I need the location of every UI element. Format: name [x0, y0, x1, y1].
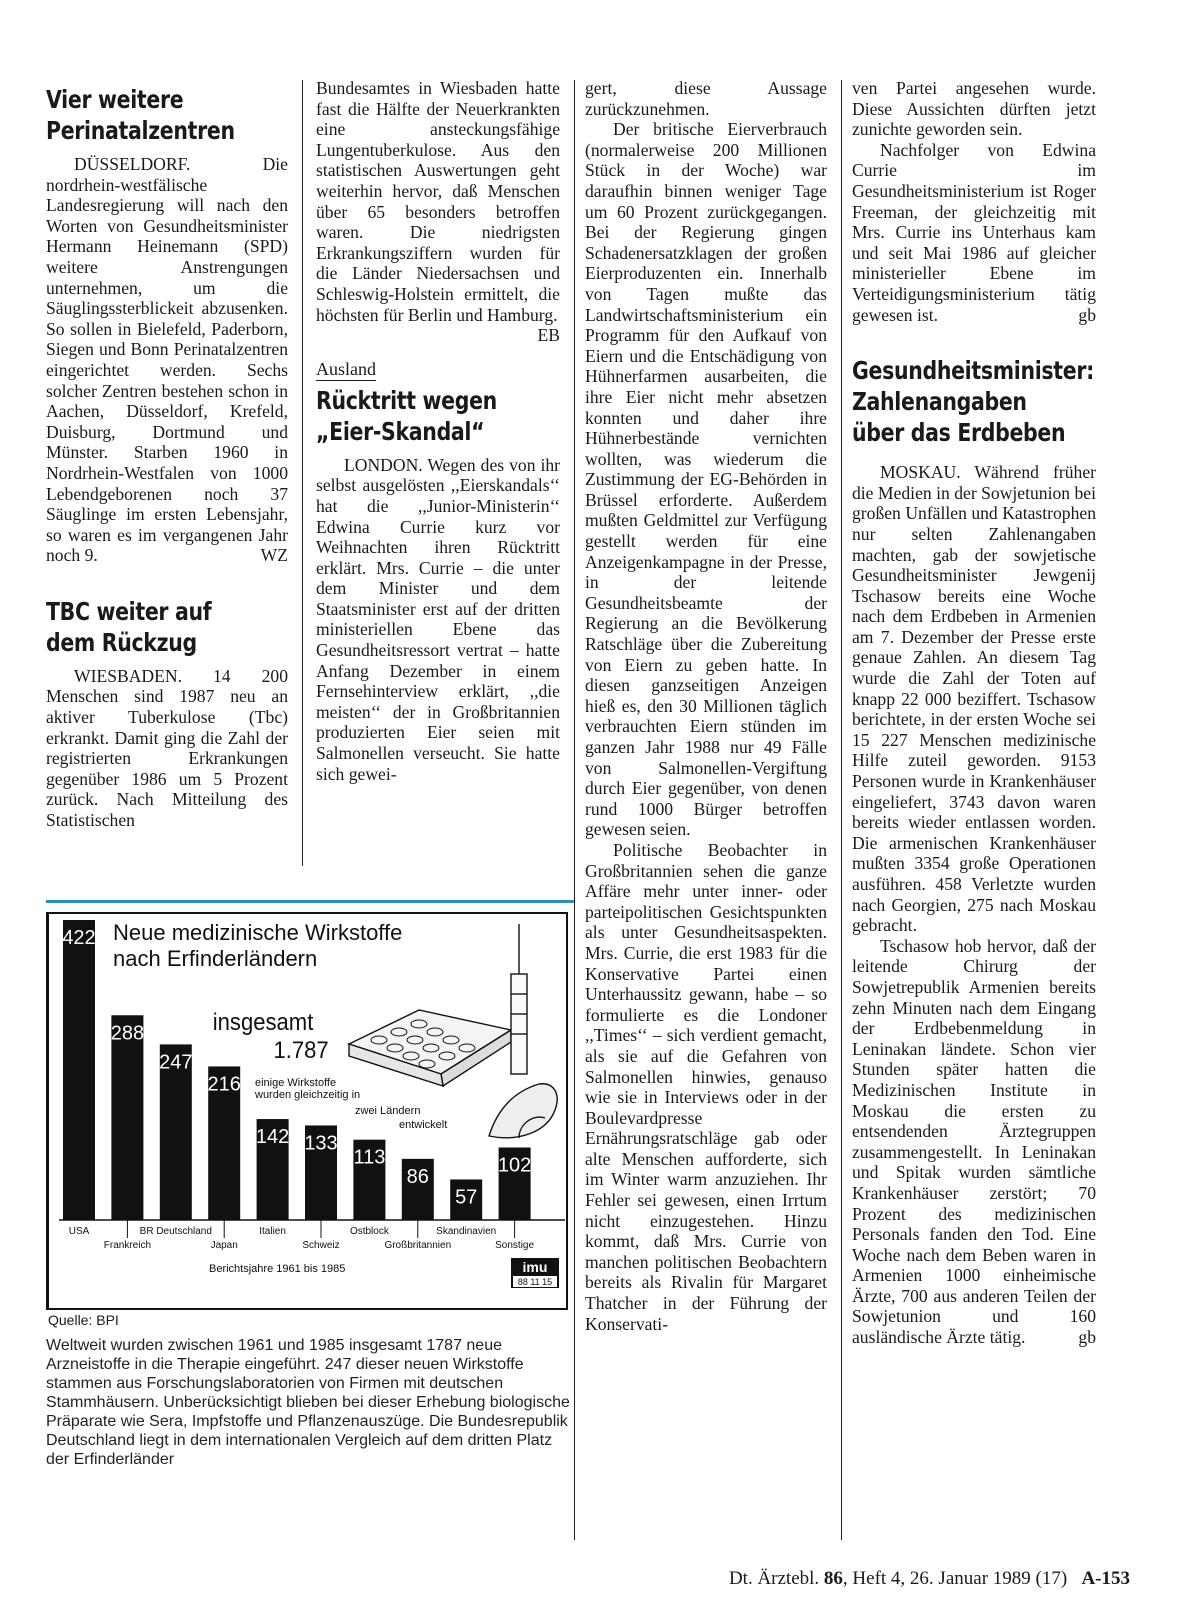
column-rule	[302, 80, 303, 866]
x-tick-label: Skandinavien	[436, 1226, 497, 1237]
chart-top-rule	[46, 900, 574, 903]
chart-note-3: zwei Ländern	[355, 1105, 421, 1117]
bar-value-label: 288	[110, 1022, 145, 1045]
footer-volume: 86	[823, 1568, 843, 1589]
article-text-erdbeben-2: Tschasow hob hervor, daß der leitende Chirurg der Sowjetrepublik Armenien bereits zehn Minuten nach dem Eingang der Erdbebenmeldung in Leninakan ländete. Schon vier Stunden später hatten die Medizinischen Institute in Moskau die ersten zu entsendenden Ärztegruppen zusammengestellt. In Leninakan und Spitak wurden sämtliche Krankenhäuser zerstört; 70 Prozent des medizinischen Personals fanden den Tod. Eine Woche nach dem Beben waren in Armenien 1000 einheimische Ärzte, 700 aus anderen Teilen der Sowjetunion und 160 ausländische Ärzte tätig. gb	[852, 935, 1096, 1348]
bar-value-label: 102	[497, 1154, 532, 1177]
x-tick-label: Sonstige	[495, 1240, 535, 1251]
x-labels-group	[69, 1220, 535, 1251]
x-tick-label: Italien	[259, 1226, 286, 1237]
article-text-eier-cont-5: Nachfolger von Edwina Currie im Gesundheitsministerium ist Roger Freeman, der gleichzeitig mit Mrs. Currie ins Unterhaus kam und seit Mai 1986 auf gleicher ministerieller Ebene im Verteidigungsministerium tätig gewesen ist. gb	[852, 139, 1096, 325]
bar-chart	[49, 914, 566, 1308]
chart-total-value: 1.787	[273, 1036, 329, 1064]
footer-page: A-153	[1081, 1568, 1130, 1589]
bar-usa	[63, 920, 95, 1220]
chart-block	[46, 912, 574, 1469]
column-rule	[574, 80, 575, 1540]
article-text-erdbeben-1: MOSKAU. Während früher die Medien in der Sowjetunion bei großen Unfällen und Katastrophen nur selten Zahlenangaben machten, gab der sowjetische Gesundheitsminister Jewgenij Tschasow bereits eine Woche nach dem Erdbeben in Armenien am 7. Dezember der Presse erste genaue Zahlen. An diesem Tag wurde die Zahl der Toten auf knapp 22 000 beziffert. Tschasow berichtete, in der ersten Woche sei 15 227 Menschen medizinische Hilfe zuteil geworden. 9153 Personen wurde in Krankenhäuser eingeliefert, 3743 davon waren bereits wieder entlassen worden. Die armenischen Krankenhäuser mußten 3354 große Operationen ausführen. 458 Verletzte wurden nach Georgien, 275 nach Moskau gebracht.	[852, 462, 1096, 936]
chart-badge: imu	[522, 1259, 548, 1275]
author-sig: EB	[537, 325, 560, 346]
article-title-perinatalzentren: Vier weitere Perinatalzentren	[46, 85, 235, 145]
chart-source: Quelle: BPI	[48, 1312, 119, 1328]
article-text-eier-cont-3: Politische Beobachter in Großbritannien sehen die ganze Affäre mehr unter inner- oder parteipolitischen Gesichtspunkten als unter Gesundheitsaspekten. Mrs. Currie, die erst 1983 für die Konservative Partei einen Unterhaussitz gewann, habe – so formulierte es die Londoner ,,Times‘‘ – sich verdient gemacht, als sie auf die Gefahren von Salmonellen hinwies, genauso wie sie in Interviews oder in der Boulevardpresse Ernährungsratschläge gab oder alte Menschen aufforderte, sich im Winter warm anzuziehen. Ihr Fehler sei gewesen, einen Irrtum nicht einzugestehen. Hinzu kommt, daß Mrs. Currie von manchen politischen Beobachtern bereits als Rivalin für Margaret Thatcher in der Führung der Konservati-	[585, 839, 827, 1334]
article-text-tbc: WIESBADEN. 14 200 Menschen sind 1987 neu an aktiver Tuberkulose (Tbc) erkrankt. Damit ging die Zahl der registrierten Erkrankungen gegenüber 1986 um 5 Prozent zurück. Nach Mitteilung des Statistischen	[46, 665, 288, 831]
column-4	[852, 78, 1096, 1348]
x-tick-label: USA	[68, 1226, 90, 1237]
bar-value-label: 142	[255, 1126, 290, 1149]
article-text-eier-cont-2: Der britische Eierverbrauch (normalerweise 200 Millionen Stück in der Woche) war daraufhin binnen weniger Tage um 60 Prozent zurückgegangen. Bei der Regierung gingen Schadenersatzklagen der großen Eierproduzenten ein. Innerhalb von Tagen mußte das Landwirtschaftsministerium ein Programm für den Aufkauf von Eiern und die Entschädigung von Hühnerfarmen ausarbeiten, die ihre Eier nicht mehr absetzen konnten und daher ihre Hühnerbestände vernichten wollten, was wiederum die Zustimmung der EG-Behörden in Brüssel erforderte. Außerdem mußten Geldmittel zur Verfügung gestellt werden für eine Anzeigenkampagne in der Presse, in der leitende Gesundheitsbeamte der Regierung an die Bevölkerung Ratschläge über die Zubereitung von Eiern zu geben hatte. In diesen ganzseitigen Anzeigen hieß es, den 30 Millionen täglich verbrauchten Eiern stünden im ganzen Jahr 1988 nur 49 Fälle von Salmonellen-Vergiftung durch Eier gegenüber, von denen rund 1000 Bürger betroffen gewesen seien.	[585, 119, 827, 840]
chart-frame	[46, 912, 568, 1328]
chart-total-label: insgesamt	[212, 1008, 314, 1036]
article-text-perinatalzentren: DÜSSELDORF. Die nordrhein-westfälische Landesregierung will nach den Worten von Gesundheitsminister Hermann Heinemann (SPD) weitere Anstrengungen unternehmen, um die Säuglingssterblickeit abzusenken. So sollen in Bielefeld, Paderborn, Siegen und Bonn Perinatalzentren eingerichtet werden. Sechs solcher Zentren bestehen schon in Aachen, Düsseldorf, Krefeld, Duisburg, Dortmund und Münster. Starben 1960 in Nordrhein-Westfalen von 1000 Lebendgeborenen noch 37 Säuglinge im ersten Lebensjahr, so waren es im vergangenen Jahr noch 9. WZ	[46, 154, 288, 566]
article-text-tbc-cont: Bundesamtes in Wiesbaden hatte fast die Hälfte der Neuerkrankten eine ansteckungsfähige Lungentuberkulose. Aus den statistischen Auswertungen geht weiterhin hervor, daß Menschen über 65 besonders betroffen waren. Die niedrigsten Erkrankungsziffern wurden für die Länder Niedersachsen und Schleswig-Holstein ermittelt, die höchsten für Berlin und Hamburg. EB	[316, 78, 560, 346]
chart-badge-code: 88 11 15	[517, 1277, 553, 1287]
x-tick-label: Schweiz	[302, 1240, 340, 1251]
footer-journal: Dt. Ärztebl.	[728, 1568, 820, 1589]
column-rule	[841, 80, 842, 1540]
bar-value-label: 216	[207, 1073, 241, 1096]
bar-value-label: 247	[159, 1051, 193, 1074]
footer-issue: , Heft 4, 26. Januar 1989 (17)	[842, 1568, 1068, 1589]
author-sig: gb	[1078, 304, 1096, 325]
chart-title: Neue medizinische Wirkstoffe nach Erfinderländern	[113, 920, 403, 971]
bar-value-label: 86	[406, 1165, 429, 1188]
x-tick-label: Ostblock	[349, 1226, 389, 1237]
chart-caption: Weltweit wurden zwischen 1961 und 1985 insgesamt 1787 neue Arzneistoffe in die Therapie eingeführt. 247 dieser neuen Wirkstoffe stammen aus Forschungslaboratorien von Firmen mit deutschen Stammhäusern. Unberücksichtigt blieben bei dieser Erhebung biologische Präparate wie Sera, Impfstoffe und Pflanzenauszüge. Die Bundesrepublik Deutschland liegt in dem internationalen Vergleich auf dem dritten Platz der Erfinderländer	[46, 1337, 570, 1468]
bar-value-label: 57	[455, 1186, 478, 1209]
x-tick-label: Frankreich	[103, 1240, 152, 1251]
article-text-eier-skandal: LONDON. Wegen des von ihr selbst ausgelösten ,,Eierskandals‘‘ hat die ,,Junior-Ministerin‘‘ Edwina Currie kurz vor Weihnachten ihren Rücktritt erklärt. Mrs. Currie – die unter dem Minister und dem Staatsminister erst auf der dritten ministeriellen Ebene das Gesundheitsressort vertrat – hatte Anfang Dezember in einem Fernsehinterview erklärt, ,,die meisten‘‘ der in Großbritannien produzierten Eier seien mit Salmonellen verseucht. Sie hatte sich gewei-	[316, 454, 560, 784]
bar-value-label: 133	[304, 1132, 338, 1155]
page-footer	[729, 1568, 1130, 1590]
chart-note-1: einige Wirkstoffe	[255, 1077, 337, 1089]
author-sig: gb	[1078, 1327, 1096, 1348]
author-sig: WZ	[260, 545, 288, 566]
x-tick-label: Großbritannien	[384, 1240, 452, 1251]
section-rubric: Ausland	[316, 359, 376, 380]
x-tick-label: BR Deutschland	[139, 1226, 212, 1237]
pill-tray-illustration	[349, 1010, 511, 1086]
bar-value-label: 422	[62, 927, 96, 949]
chart-note-4: entwickelt	[399, 1119, 448, 1131]
column-3	[585, 78, 827, 1334]
bar-frankreich	[111, 1015, 143, 1220]
column-1	[46, 84, 288, 831]
article-title-tbc: TBC weiter auf dem Rückzug	[46, 596, 212, 657]
x-tick-label: Japan	[210, 1240, 238, 1251]
article-text-eier-cont-4: ven Partei angesehen wurde. Diese Aussichten dürften jetzt zunichte geworden sein.	[852, 78, 1096, 140]
article-title-erdbeben: Gesundheitsminister: Zahlenangaben über das Erdbeben	[852, 356, 1094, 448]
article-text-eier-cont-1: gert, diese Aussage zurückzunehmen.	[585, 78, 827, 119]
bar-value-label: 113	[353, 1146, 386, 1169]
chart-period: Berichtsjahre 1961 bis 1985	[209, 1263, 346, 1275]
column-2	[316, 78, 560, 784]
article-title-eier-skandal: Rücktritt wegen „Eier-Skandal“	[316, 385, 497, 446]
chart-note-2: wurden gleichzeitig in	[255, 1089, 361, 1101]
